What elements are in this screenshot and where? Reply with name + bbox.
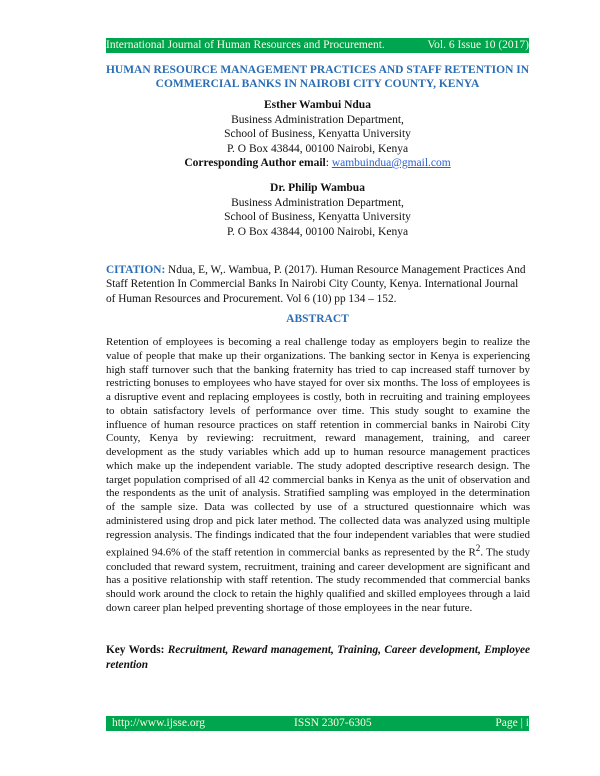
abstract-text-cont: . The study concluded that reward system, recruitment, training and career development are significant and has a positive relationship with staff retention. The study recommended that commercial banks should work around the clock to retain the highly qualified and skilled employees through a laid down career plan helped preventing shortage of those employees in the near future.: [106, 546, 530, 614]
author-email-link[interactable]: wambuindua@gmail.com: [331, 157, 451, 169]
abstract-body: [106, 336, 530, 616]
author-address: P. O Box 43844, 00100 Nairobi, Kenya: [226, 225, 409, 238]
corresponding-label: Corresponding Author email: [184, 157, 326, 169]
author-school: School of Business, Kenyatta University: [224, 128, 411, 140]
author-school: School of Business, Kenyatta University: [224, 211, 411, 223]
author-department: Business Administration Department,: [231, 113, 404, 126]
journal-issue: Vol. 6 Issue 10 (2017): [427, 39, 529, 51]
abstract-heading: ABSTRACT: [286, 313, 349, 325]
paper-title: HUMAN RESOURCE MANAGEMENT PRACTICES AND STAFF RETENTION IN COMMERCIAL BANKS IN NAIROBI CITY COUNTY, KENYA: [105, 64, 530, 90]
author-block-1: [100, 98, 535, 171]
author-block-2: [100, 181, 535, 239]
citation-text: Ndua, E, W,. Wambua, P. (2017). Human Resource Management Practices And Staff Retention In Commercial Banks In Nairobi City County, Kenya. International Journal of Human Resources and Procurement. Vol 6 (10) pp 134 – 152.: [106, 264, 526, 305]
keywords-label: Key Words:: [106, 644, 165, 656]
keywords: [106, 643, 530, 672]
citation-label: CITATION:: [106, 264, 166, 276]
footer-bar: [106, 716, 529, 731]
footer-url[interactable]: http://www.ijsse.org: [112, 717, 205, 729]
footer-page: Page | i: [495, 717, 529, 729]
corresponding-author: Corresponding Author email: wambuindua@gmail.com: [184, 157, 451, 169]
author-address: P. O Box 43844, 00100 Nairobi, Kenya: [226, 142, 409, 155]
author-name: Dr. Philip Wambua: [270, 182, 365, 194]
author-department: Business Administration Department,: [231, 196, 404, 209]
journal-name: International Journal of Human Resources and Procurement.: [106, 39, 385, 51]
r-squared-superscript: 2: [475, 543, 481, 554]
citation: [106, 263, 530, 306]
author-name: Esther Wambui Ndua: [264, 99, 371, 111]
journal-header-bar: [106, 38, 529, 53]
footer-issn: ISSN 2307-6305: [294, 717, 372, 729]
abstract-text: Retention of employees is becoming a real challenge today as employers begin to realize the value of people that make up their organizations. The banking sector in Kenya is experiencing high staff turnover such that the banking fraternity has tried to cap increased staff turnover by restricting bonuses to employees who have stayed for over six months. The loss of employees is a disruptive event and replacing employees is costly, both in recruiting and training employees to obtain satisfactory levels of performance over time. This study sought to examine the influence of human resource practices on staff retention in commercial banks in Nairobi City County, Kenya by reviewing: recruitment, reward management, training, and career development as the study variables which add up to human resource management practices which make up the independent variable. The study adopted descriptive research design. The target population comprised of all 42 commercial banks in Kenya as the unit of observation and the respondents as the unit of analysis. Stratified sampling was employed in the determination of the sample size. Data was collected by use of a structured questionnaire which was administered using drop and pick later method. The collected data was analyzed using multiple regression analysis. The findings indicated that the four independent variables that were studied explained 94.6% of the staff retention in commercial banks as represented by the R: [106, 336, 530, 559]
keywords-list: Recruitment, Reward management, Training, Career development, Employee retention: [106, 644, 530, 671]
